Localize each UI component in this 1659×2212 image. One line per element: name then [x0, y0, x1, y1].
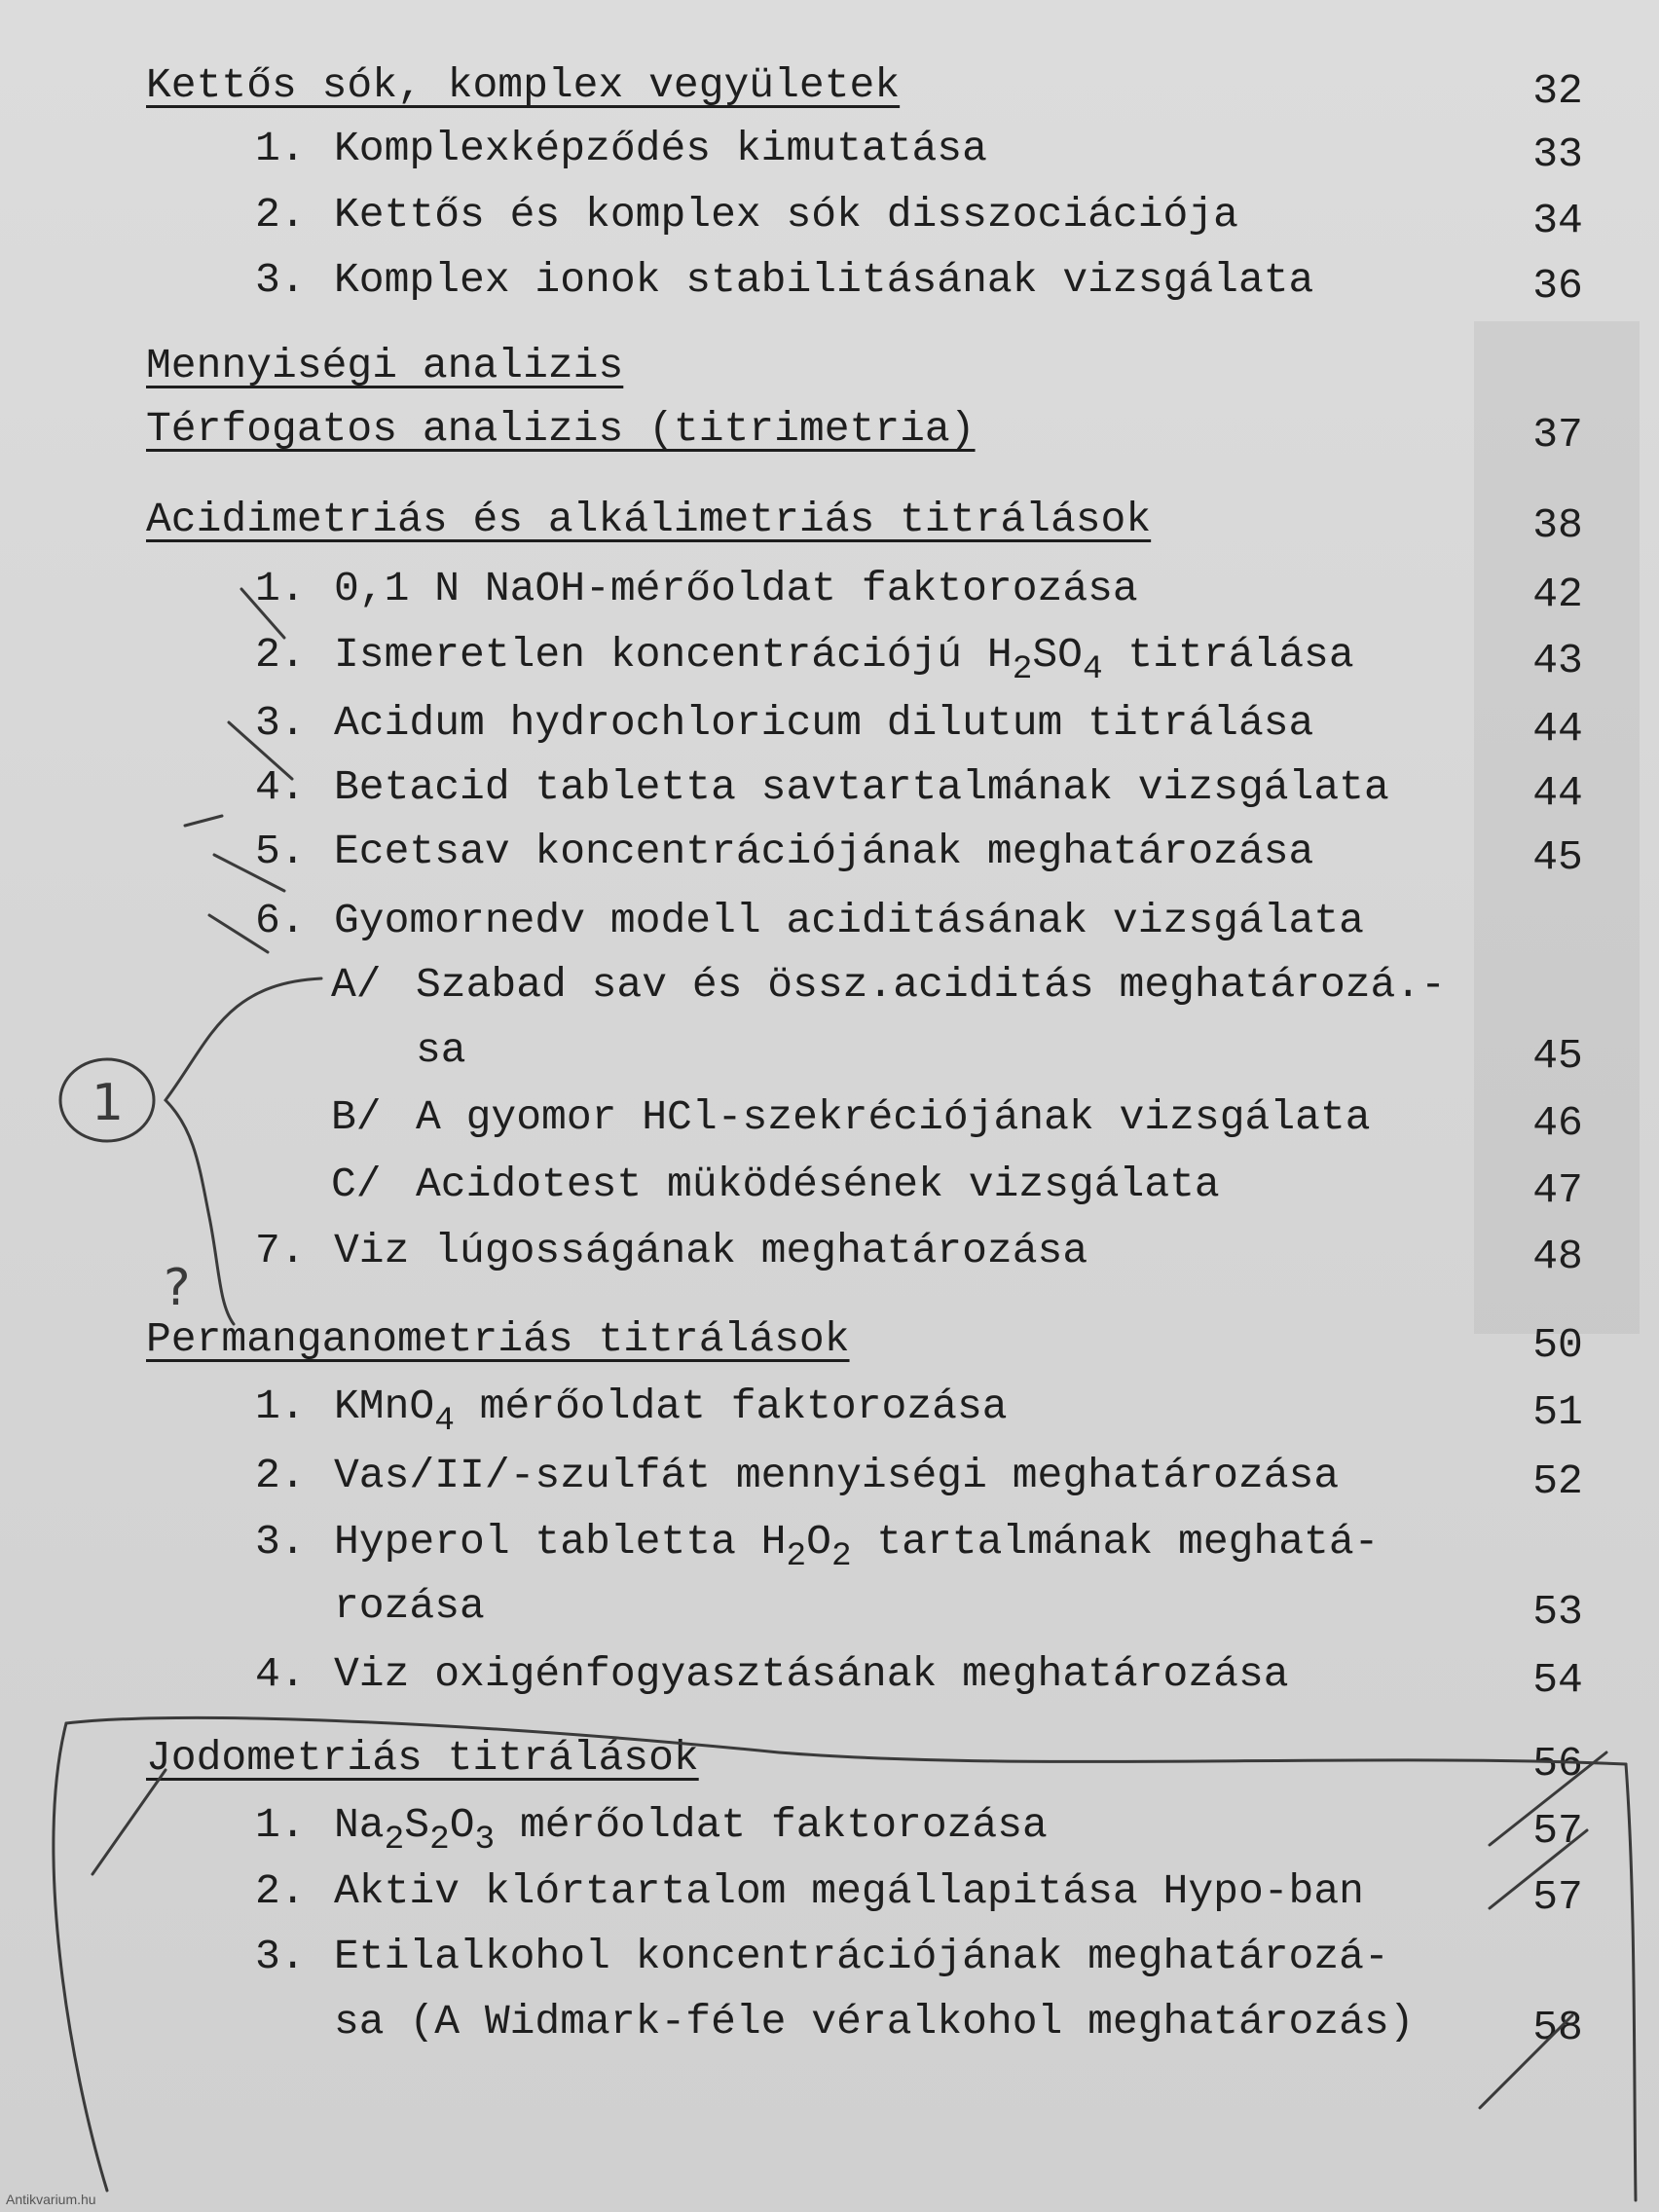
- entry-title: rozása: [334, 1582, 485, 1630]
- page-number: 34: [1532, 197, 1583, 244]
- entry-number: 3.: [255, 1518, 306, 1566]
- entry-number: B/: [331, 1093, 382, 1141]
- section-heading: Mennyiségi analizis: [146, 342, 624, 389]
- page-number: 43: [1532, 637, 1583, 684]
- page-number: 44: [1532, 769, 1583, 817]
- tick-mark: [229, 722, 292, 779]
- strike-mark: [1480, 2015, 1572, 2108]
- page-number: 53: [1532, 1588, 1583, 1636]
- page-number: 36: [1532, 262, 1583, 310]
- entry-number: 1.: [255, 1382, 306, 1430]
- section-heading: Permanganometriás titrálások: [146, 1315, 850, 1363]
- page-number: 38: [1532, 501, 1583, 549]
- bracket-mark: [1626, 1764, 1636, 2200]
- page-number: 44: [1532, 705, 1583, 753]
- tick-mark: [241, 589, 284, 638]
- entry-title: Acidotest müködésének vizsgálata: [416, 1161, 1220, 1208]
- section-heading: Acidimetriás és alkálimetriás titrálások: [146, 496, 1152, 543]
- entry-title: Kettős és komplex sók disszociációja: [334, 191, 1238, 239]
- entry-title: Ismeretlen koncentrációjú $H_2SO_4$ titrálása: [334, 631, 1354, 689]
- page-number: 37: [1532, 411, 1583, 459]
- section-heading: Térfogatos analizis (titrimetria): [146, 405, 976, 453]
- page-number: 47: [1532, 1166, 1583, 1214]
- entry-title: Komplexképződés kimutatása: [334, 125, 987, 172]
- entry-number: 2.: [255, 1867, 306, 1915]
- page-number: 46: [1532, 1099, 1583, 1147]
- page-number: 54: [1532, 1656, 1583, 1704]
- entry-number: 2.: [255, 631, 306, 679]
- strike-mark: [1490, 1752, 1606, 1845]
- entry-number: 5.: [255, 828, 306, 875]
- page-number: 56: [1532, 1740, 1583, 1788]
- page-number: 52: [1532, 1457, 1583, 1505]
- page-number: 33: [1532, 130, 1583, 178]
- watermark: Antikvarium.hu: [6, 2192, 96, 2207]
- entry-title: 0,1 N NaOH-mérőoldat faktorozása: [334, 565, 1138, 612]
- circle-mark: 1: [92, 1074, 125, 1132]
- entry-number: 3.: [255, 699, 306, 747]
- page-number: 57: [1532, 1873, 1583, 1921]
- entry-title: Viz lúgosságának meghatározása: [334, 1227, 1088, 1274]
- entry-number: 2.: [255, 1452, 306, 1499]
- tick-mark: [92, 1770, 166, 1874]
- entry-number: 7.: [255, 1227, 306, 1274]
- bracket-mark: [66, 1717, 1626, 1764]
- entry-number: 3.: [255, 1933, 306, 1980]
- page-number: 48: [1532, 1233, 1583, 1280]
- section-heading: Kettős sók, komplex vegyületek: [146, 61, 901, 109]
- entry-number: 1.: [255, 1801, 306, 1849]
- entry-title: Aktiv klórtartalom megállapitása Hypo-ban: [334, 1867, 1364, 1915]
- section-heading: Jodometriás titrálások: [146, 1734, 699, 1782]
- bracket-mark: [54, 1723, 107, 2191]
- entry-title: Betacid tabletta savtartalmának vizsgálata: [334, 763, 1389, 811]
- tick-mark: [214, 855, 284, 891]
- entry-title: Hyperol tabletta $H_2O_2$ tartalmának meghatá-: [334, 1518, 1380, 1576]
- page-number: 50: [1532, 1321, 1583, 1369]
- entry-number: 1.: [255, 125, 306, 172]
- entry-number: 1.: [255, 565, 306, 612]
- entry-number: A/: [331, 961, 382, 1009]
- entry-title: sa (A Widmark-féle véralkohol meghatározás): [334, 1998, 1415, 2046]
- entry-title: Szabad sav és össz.aciditás meghatározá.-: [416, 961, 1446, 1009]
- page-number: 45: [1532, 833, 1583, 881]
- strike-mark: [1490, 1830, 1587, 1908]
- entry-title: sa: [416, 1026, 466, 1074]
- page-number: 51: [1532, 1388, 1583, 1436]
- entry-title: Acidum hydrochloricum dilutum titrálása: [334, 699, 1314, 747]
- entry-title: A gyomor HCl-szekréciójának vizsgálata: [416, 1093, 1371, 1141]
- entry-title: KMnO$_4$ mérőoldat faktorozása: [334, 1382, 1008, 1441]
- entry-number: 4.: [255, 763, 306, 811]
- entry-number: 6.: [255, 897, 306, 944]
- entry-number: 4.: [255, 1650, 306, 1698]
- entry-title: $Na_2S_2O_3$ mérőoldat faktorozása: [334, 1801, 1048, 1860]
- page-number: 42: [1532, 571, 1583, 618]
- entry-title: Etilalkohol koncentrációjának meghatározá-: [334, 1933, 1389, 1980]
- tick-mark: [209, 915, 268, 952]
- entry-title: Komplex ionok stabilitásának vizsgálata: [334, 256, 1314, 304]
- entry-title: Vas/II/-szulfát mennyiségi meghatározása: [334, 1452, 1340, 1499]
- entry-title: Gyomornedv modell aciditásának vizsgálata: [334, 897, 1364, 944]
- entry-number: 3.: [255, 256, 306, 304]
- entry-number: 2.: [255, 191, 306, 239]
- entry-title: Viz oxigénfogyasztásának meghatározása: [334, 1650, 1289, 1698]
- page-number: 32: [1532, 67, 1583, 115]
- page-number: 57: [1532, 1807, 1583, 1855]
- page-number: 58: [1532, 2004, 1583, 2051]
- entry-number: C/: [331, 1161, 382, 1208]
- page-number: 45: [1532, 1032, 1583, 1080]
- entry-title: Ecetsav koncentrációjának meghatározása: [334, 828, 1314, 875]
- question-mark: ?: [164, 1259, 191, 1317]
- dash-mark: [185, 816, 222, 826]
